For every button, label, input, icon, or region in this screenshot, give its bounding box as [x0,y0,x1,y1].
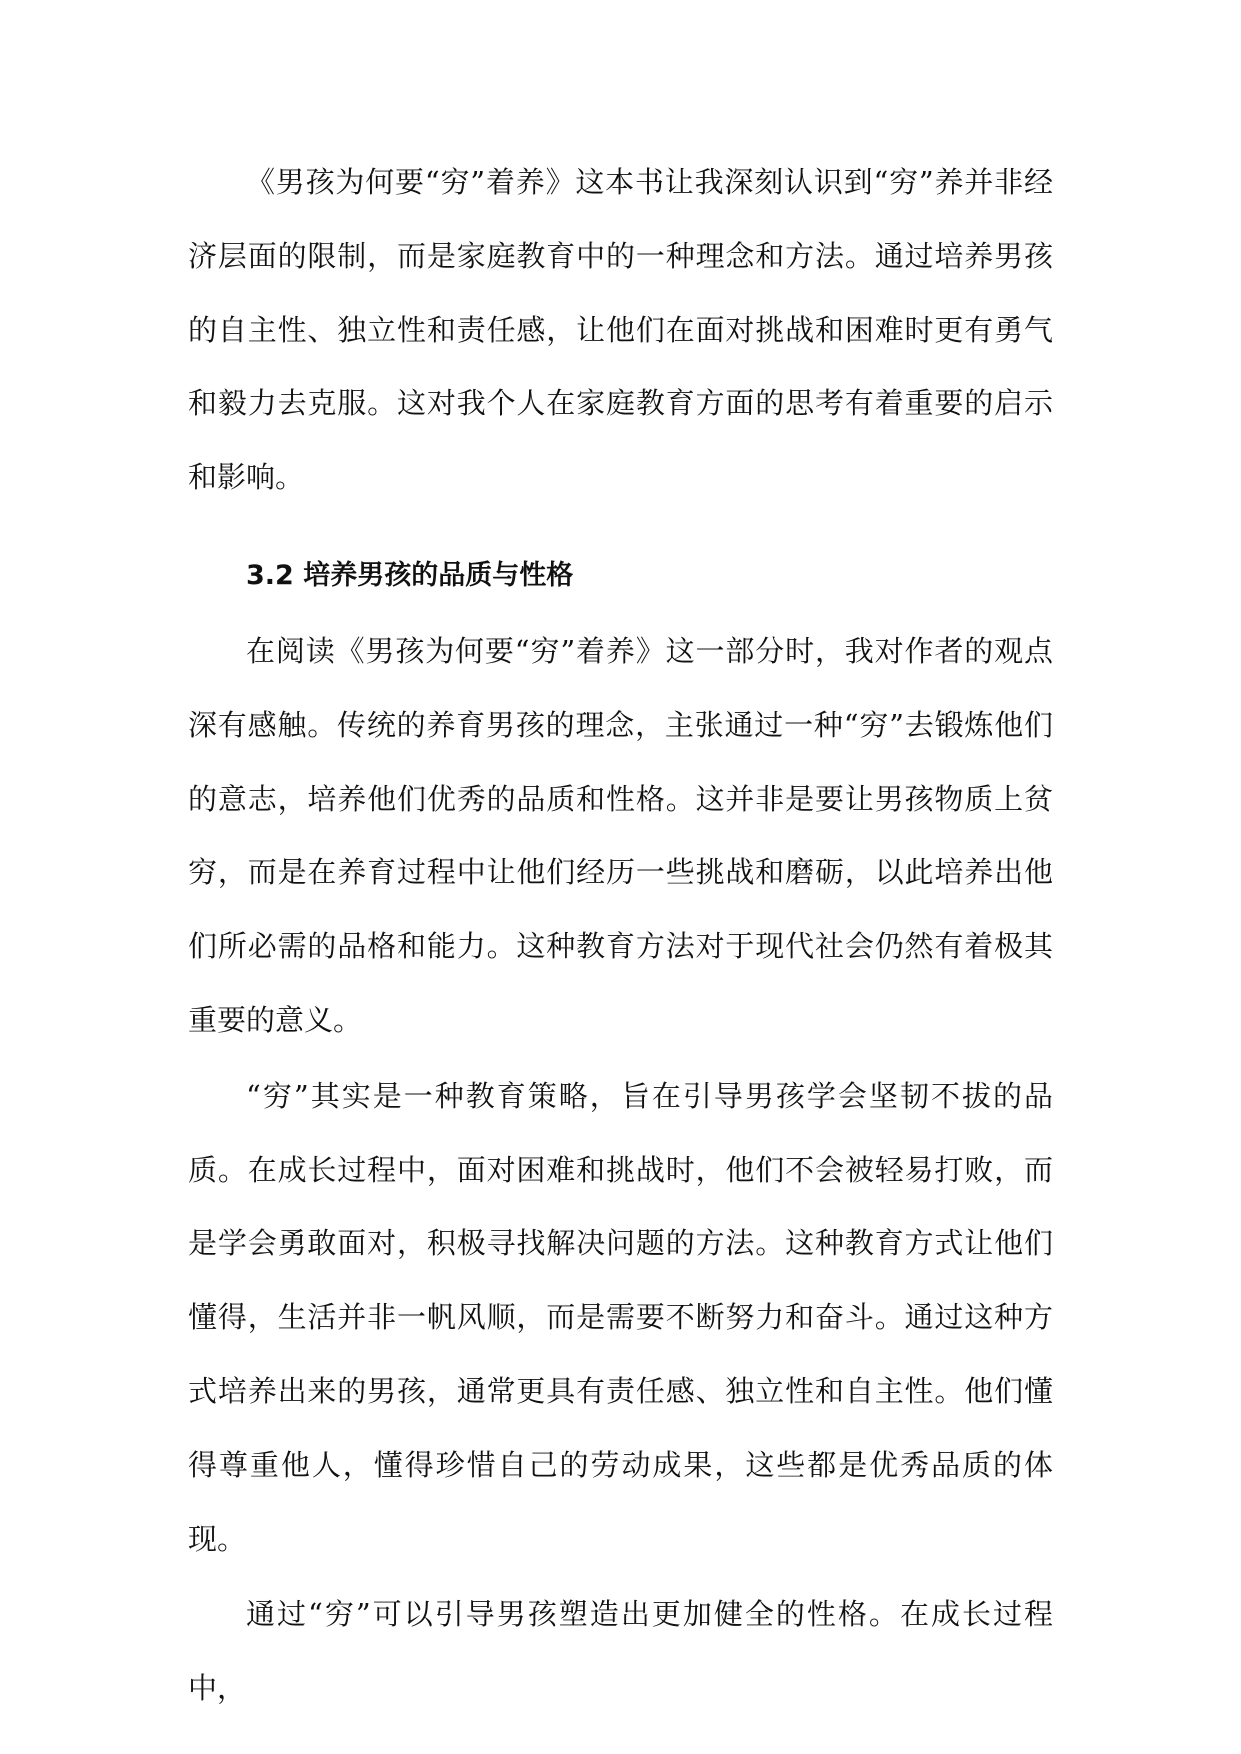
document-body [188,146,1053,1726]
section-heading: 3.2 培养男孩的品质与性格 [246,559,574,591]
paragraph-3: 通过“穷”可以引导男孩塑造出更加健全的性格。在成长过程中， [188,1597,1053,1706]
paragraph-1: 在阅读《男孩为何要“穷”着养》这一部分时，我对作者的观点深有感触。传统的养育男孩的理念，主张通过一种“穷”去锻炼他们的意志，培养他们优秀的品质和性格。这并非是要让男孩物质上贫穷，而是在养育过程中让他们经历一些挑战和磨砺，以此培养出他们所必需的品格和能力。这种教育方法对于现代社会仍然有着极其重要的意义。 [188,633,1053,1037]
paragraph-2: “穷”其实是一种教育策略，旨在引导男孩学会坚韧不拔的品质。在成长过程中，面对困难和挑战时，他们不会被轻易打败，而是学会勇敢面对，积极寻找解决问题的方法。这种教育方式让他们懂得，生活并非一帆风顺，而是需要不断努力和奋斗。通过这种方式培养出来的男孩，通常更具有责任感、独立性和自主性。他们懂得尊重他人，懂得珍惜自己的劳动成果，这些都是优秀品质的体现。 [188,1078,1053,1556]
paragraph-intro: 《男孩为何要“穷”着养》这本书让我深刻认识到“穷”养并非经济层面的限制，而是家庭教育中的一种理念和方法。通过培养男孩的自主性、独立性和责任感，让他们在面对挑战和困难时更有勇气和毅力去克服。这对我个人在家庭教育方面的思考有着重要的启示和影响。 [188,165,1053,495]
